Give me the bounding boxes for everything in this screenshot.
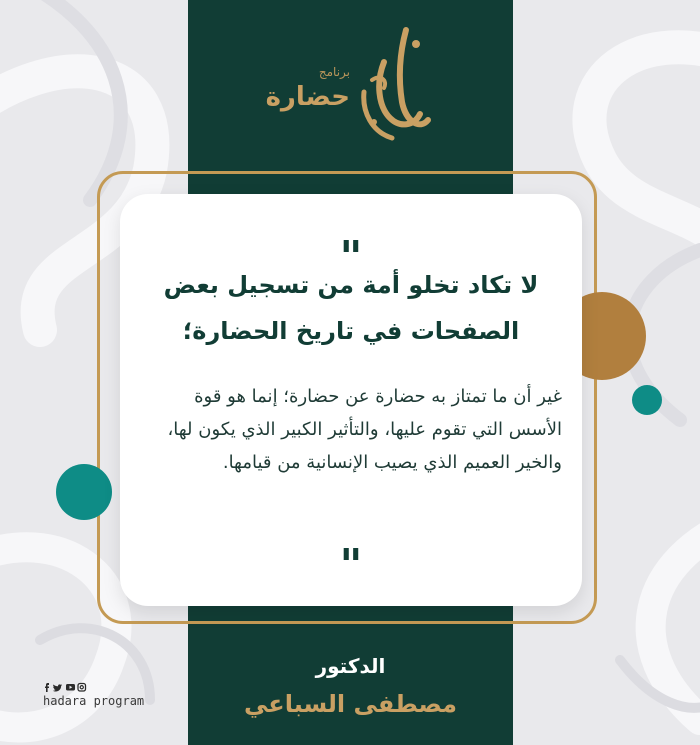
- social-handle: hadara program: [43, 694, 145, 708]
- quote-headline: لا تكاد تخلو أمة من تسجيل بعض الصفحات في تاريخ الحضارة؛: [163, 271, 539, 345]
- open-quote-mark: ": [339, 236, 363, 262]
- program-logo: [262, 22, 442, 152]
- quote-body: غير أن ما تمتاز به حضارة عن حضارة؛ إنما هو قوة الأسس التي تقوم عليها، والتأثير الكبير الذي يكون لها، والخير العميم الذي يصيب الإنسانية من قيامها.: [167, 386, 562, 473]
- logo-subtitle: برنامج: [318, 65, 350, 79]
- twitter-icon[interactable]: [53, 684, 62, 691]
- calligraphy-logo-icon: [354, 22, 434, 147]
- logo-title: حضارة: [265, 82, 350, 112]
- close-quote-mark: ": [339, 544, 363, 570]
- facebook-icon[interactable]: [45, 683, 49, 692]
- author-name: مصطفى السباعي: [244, 690, 457, 718]
- social-icons: [43, 681, 87, 693]
- author-title: الدكتور: [315, 654, 386, 678]
- quote-card: [120, 194, 582, 606]
- youtube-icon[interactable]: [66, 684, 75, 691]
- teal-circle-small-decoration: [632, 385, 662, 415]
- teal-circle-left-decoration: [56, 464, 112, 520]
- instagram-icon[interactable]: [78, 684, 86, 692]
